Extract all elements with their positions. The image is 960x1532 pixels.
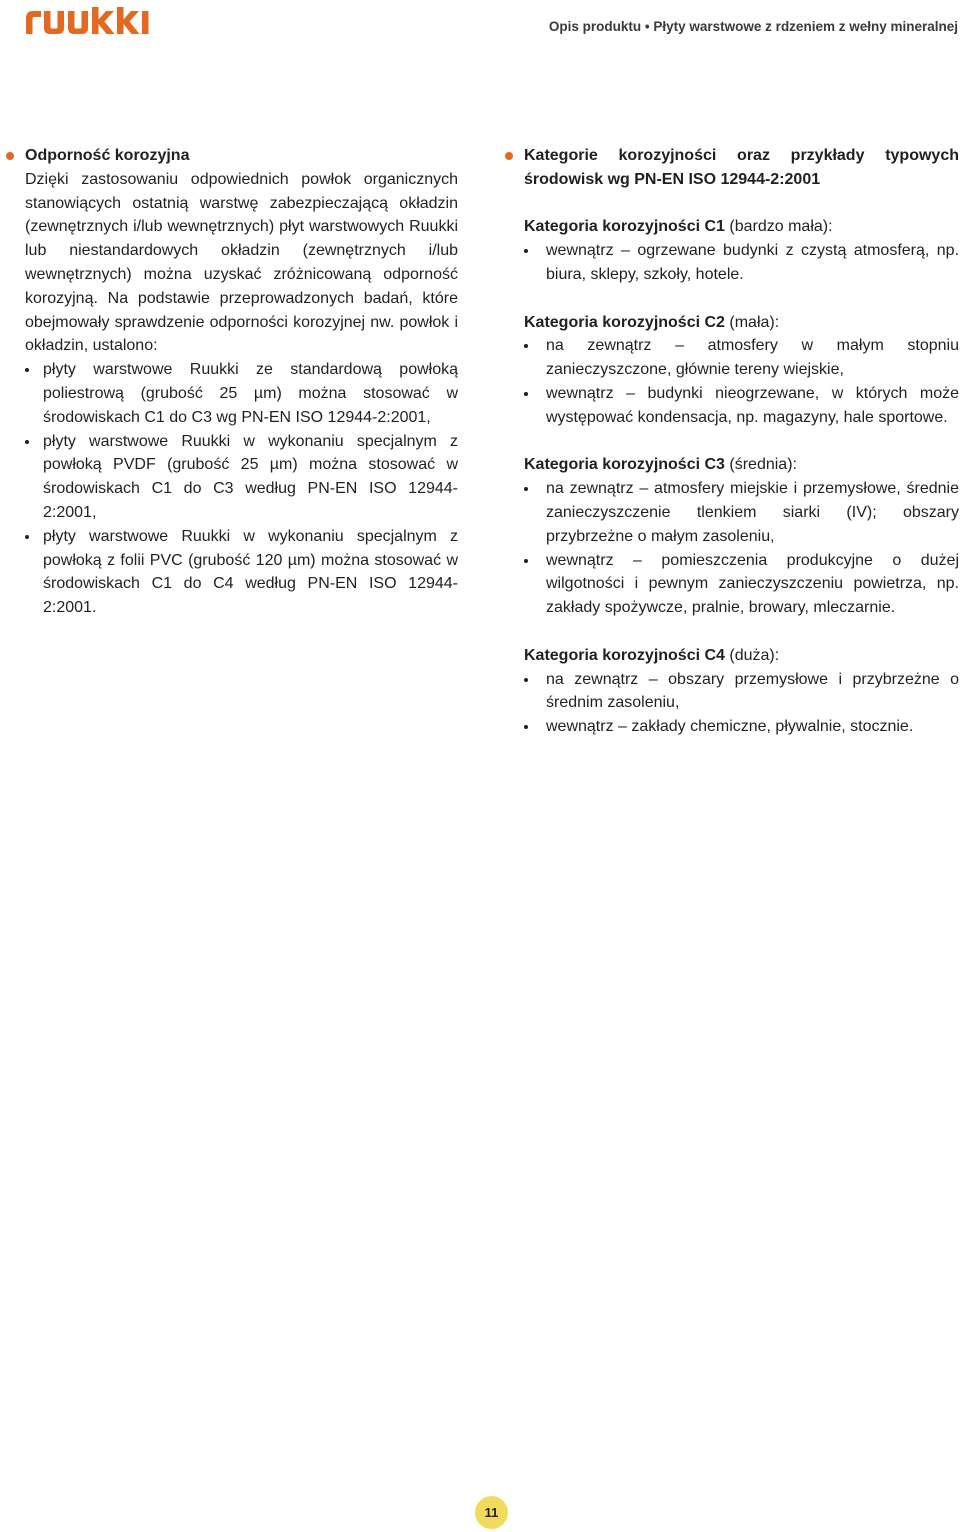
intro-paragraph: Dzięki zastosowaniu odpowiednich powłok organicznych stanowiących ostatnią warstwę zabezpieczającą okładzin (zewnętrznych i/lub wewnętrznych) płyt warstwowych Ruukki lub niestandardowych okładzin (zewnętrznych i/lub wewnętrznych) można uzyskać zróżnicowaną odporność korozyjną. Na podstawie przeprowadzonych badań, które obejmowały sprawdzenie odporności korozyjnej nw. powłok i okładzin, ustalono:	[25, 170, 458, 355]
item-lead: na zewnątrz –	[546, 480, 649, 498]
category-level: (bardzo mała):	[724, 218, 833, 236]
ruukki-logo-mark	[24, 6, 150, 36]
list-item-text: płyty warstwowe Ruukki ze standardową powłoką poliestrową (grubość 25 µm) można stosować w środowiskach C1 do C3 wg PN-EN ISO 12944-2:2001,	[43, 361, 458, 426]
item-text: atmosfery miejskie i przemysłowe, średnie zanieczyszczenie tlenkiem siarki (IV); obszary przybrzeżne o małym zasoleniu,	[546, 480, 959, 545]
corrosion-resistance-heading	[25, 144, 458, 168]
list-item	[524, 477, 959, 548]
coating-list	[25, 358, 458, 620]
category-level: (średnia):	[724, 456, 797, 474]
item-text: budynki nieogrzewane, w których może występować kondensacja, np. magazyny, hale sportowe.	[546, 384, 959, 426]
bullet-icon	[524, 249, 528, 253]
category-level: (mała):	[724, 313, 780, 331]
item-lead: wewnątrz –	[546, 551, 642, 569]
list-item	[524, 382, 959, 430]
orange-bullet-icon	[505, 152, 513, 160]
category-c3	[524, 453, 959, 620]
item-lead: na zewnątrz –	[546, 337, 684, 355]
list-item-text: płyty warstwowe Ruukki w wykonaniu specjalnym z powłoką PVDF (grubość 25 µm) można stosować w środowiskach C1 do C3 według PN-EN ISO 12944-2:2001,	[43, 432, 458, 521]
item-lead: wewnątrz –	[546, 384, 635, 402]
item-lead: wewnątrz –	[546, 718, 627, 736]
item-lead: na zewnątrz –	[546, 670, 658, 688]
bullet-icon	[25, 535, 29, 539]
header-title: Opis produktu • Płyty warstwowe z rdzeniem z wełny mineralnej	[548, 19, 958, 34]
item-text: atmosfery w małym stopniu zanieczyszczone, głównie tereny wiejskie,	[546, 337, 960, 379]
list-item	[524, 239, 959, 287]
bullet-icon	[524, 344, 528, 348]
list-item	[25, 358, 458, 429]
list-item	[524, 668, 959, 716]
bullet-icon	[25, 440, 29, 444]
bullet-icon	[524, 487, 528, 491]
category-list	[524, 239, 959, 287]
category-list	[524, 477, 959, 620]
list-item	[25, 430, 458, 525]
bullet-icon	[524, 559, 528, 563]
left-column	[25, 144, 458, 620]
category-c1	[524, 215, 959, 286]
list-item	[25, 525, 458, 620]
category-c2	[524, 311, 959, 430]
category-c4	[524, 644, 959, 739]
list-item	[524, 715, 959, 739]
bullet-icon	[524, 392, 528, 396]
list-item-text: płyty warstwowe Ruukki w wykonaniu specjalnym z powłoką z folii PVC (grubość 120 µm) można stosować w środowiskach C1 do C4 według PN-EN ISO 12944-2:2001.	[43, 527, 458, 617]
category-name: Kategoria korozyjności C3	[524, 456, 725, 474]
item-text: obszary przemysłowe i przybrzeżne o średnim zasoleniu,	[546, 670, 960, 712]
heading-text: Kategorie korozyjności oraz przykłady typowych środowisk wg PN-EN ISO 12944-2:2001	[524, 147, 959, 188]
category-name: Kategoria korozyjności C4	[524, 646, 725, 664]
category-name: Kategoria korozyjności C2	[524, 313, 725, 331]
bullet-icon	[524, 725, 528, 729]
page-number-badge: 11	[475, 1496, 508, 1529]
category-level: (duża):	[724, 646, 780, 664]
orange-bullet-icon	[6, 152, 14, 160]
category-list	[524, 668, 959, 739]
list-item	[524, 549, 959, 620]
list-item	[524, 334, 959, 382]
category-name: Kategoria korozyjności C1	[524, 218, 725, 236]
bullet-icon	[25, 368, 29, 372]
item-text: pomieszczenia produkcyjne o dużej wilgotności i pewnym zanieczyszczeniu powietrza, np. zakłady spożywcze, pralnie, browary, mleczarnie.	[546, 551, 960, 617]
item-text: ogrzewane budynki z czystą atmosferą, np. biura, sklepy, szkoły, hotele.	[546, 242, 960, 283]
categories-heading	[524, 144, 959, 192]
item-lead: wewnątrz –	[546, 242, 630, 260]
heading-text: Odporność korozyjna	[25, 147, 190, 164]
right-column	[524, 144, 959, 739]
item-text: zakłady chemiczne, pływalnie, stocznie.	[626, 718, 914, 736]
bullet-icon	[524, 678, 528, 682]
category-list	[524, 334, 959, 429]
